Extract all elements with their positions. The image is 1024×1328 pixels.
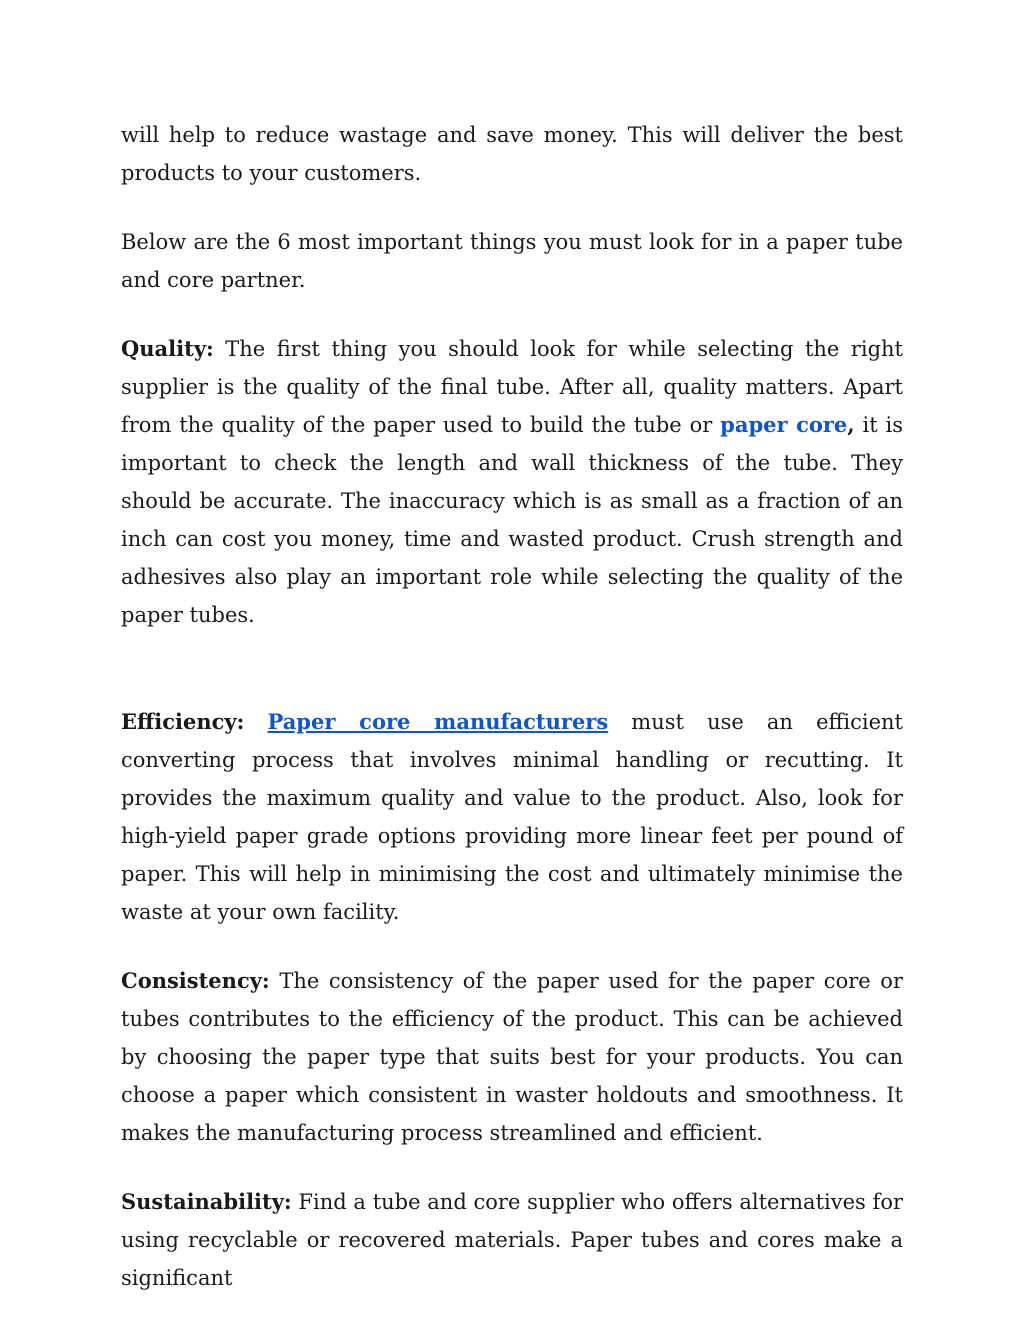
sustainability-paragraph	[121, 1183, 903, 1297]
intro-continuation-text: will help to reduce wastage and save money. This will deliver the best products to your customers.	[121, 123, 903, 185]
quality-text-after: it is important to check the length and wall thickness of the tube. They should be accurate. The inaccuracy which is as small as a fraction of an inch can cost you money, time and wasted product. Crush strength and adhesives also play an important role while selecting the quality of the paper tubes.	[121, 413, 904, 627]
sustainability-heading: Sustainability:	[121, 1189, 292, 1214]
paper-core-link[interactable]: paper core	[720, 412, 848, 437]
efficiency-text: must use an efficient converting process that involves minimal handling or recutting. It provides the maximum quality and value to the product. Also, look for high-yield paper grade options providing more linear feet per pound of paper. This will help in minimising the cost and ultimately minimise the waste at your own facility.	[121, 710, 903, 924]
document-page	[121, 116, 903, 1328]
sustainability-text: Find a tube and core supplier who offers alternatives for using recyclable or recovered materials. Paper tubes and cores make a significant	[121, 1190, 903, 1290]
quality-heading: Quality:	[121, 336, 214, 361]
below-text: Below are the 6 most important things you must look for in a paper tube and core partner.	[121, 230, 903, 292]
quality-text-before: The first thing you should look for while selecting the right supplier is the quality of the final tube. After all, quality matters. Apart from the quality of the paper used to build the tube or	[121, 337, 903, 437]
intro-continuation-paragraph	[121, 116, 903, 192]
quality-paragraph	[121, 330, 903, 634]
paper-core-manufacturers-link[interactable]: Paper core manufacturers	[267, 709, 609, 734]
below-paragraph	[121, 223, 903, 299]
consistency-text: The consistency of the paper used for the paper core or tubes contributes to the efficiency of the product. This can be achieved by choosing the paper type that suits best for your products. You can choose a paper which consistent in waster holdouts and smoothness. It makes the manufacturing process streamlined and efficient.	[121, 969, 903, 1145]
consistency-paragraph	[121, 962, 903, 1152]
quality-comma: ,	[847, 412, 855, 437]
consistency-heading: Consistency:	[121, 968, 270, 993]
efficiency-paragraph	[121, 703, 903, 931]
efficiency-heading: Efficiency:	[121, 709, 245, 734]
